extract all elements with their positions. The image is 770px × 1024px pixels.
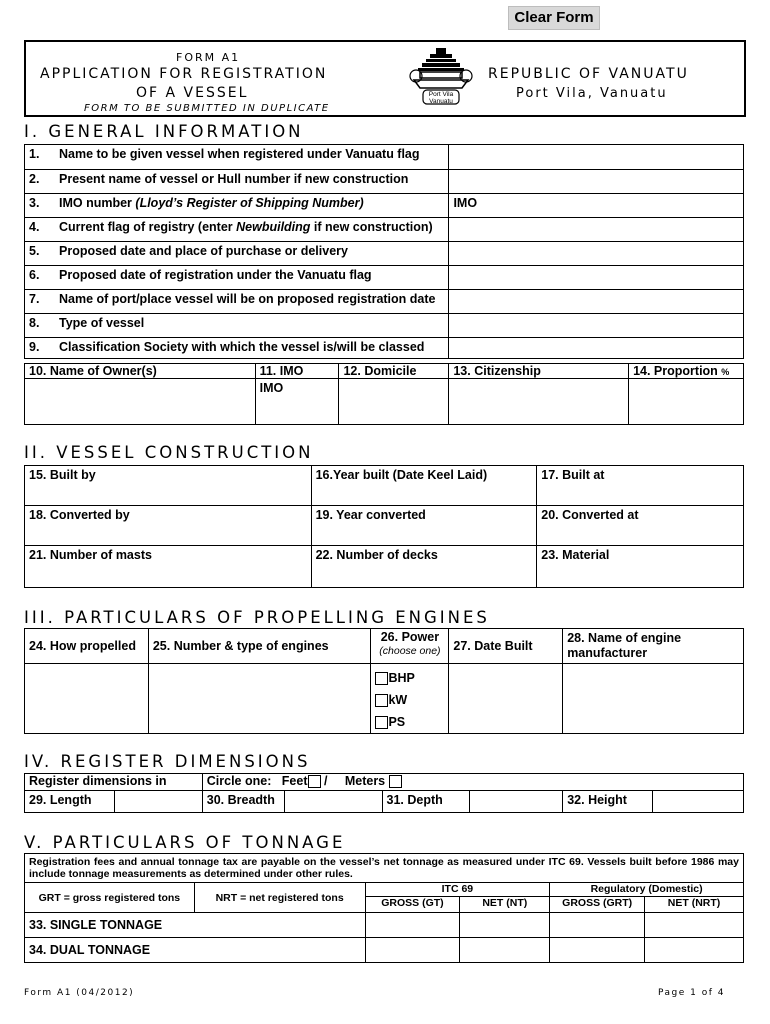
present-name-field[interactable] xyxy=(449,170,744,194)
single-tonnage-label: 33. SINGLE TONNAGE xyxy=(25,913,366,938)
built-by-field[interactable]: 15. Built by xyxy=(25,466,312,506)
regulatory-header: Regulatory (Domestic) xyxy=(550,883,744,897)
row-5-label: 5. Proposed date and place of purchase or delivery xyxy=(25,242,449,266)
current-flag-field[interactable] xyxy=(449,218,744,242)
number-of-masts-field[interactable]: 21. Number of masts xyxy=(25,546,312,588)
port-place-field[interactable] xyxy=(449,290,744,314)
vessel-construction-table xyxy=(24,465,744,588)
length-label: 29. Length xyxy=(25,791,115,813)
single-net-nrt-field[interactable] xyxy=(645,913,744,938)
height-field[interactable] xyxy=(653,791,744,813)
power-options xyxy=(371,664,449,734)
register-dimensions-label: Register dimensions in xyxy=(25,774,203,791)
power-header: 26. Power (choose one) xyxy=(371,629,449,664)
row-8-label: 8. Type of vessel xyxy=(25,314,449,338)
vessel-name-field[interactable] xyxy=(449,145,744,170)
depth-label: 31. Depth xyxy=(382,791,470,813)
form-subtitle: FORM TO BE SUBMITTED IN DUPLICATE xyxy=(84,103,330,114)
material-field[interactable]: 23. Material xyxy=(537,546,744,588)
unit-selector: Circle one: Feet / Meters xyxy=(202,774,743,791)
city-name: Port Vila, Vanuatu xyxy=(516,86,668,101)
single-gross-gt-field[interactable] xyxy=(365,913,460,938)
dual-gross-gt-field[interactable] xyxy=(365,938,460,963)
engine-manufacturer-field[interactable] xyxy=(563,664,744,734)
owner-name-header: 10. Name of Owner(s) xyxy=(25,364,256,379)
dual-gross-grt-field[interactable] xyxy=(550,938,645,963)
general-information-table xyxy=(24,144,744,359)
form-id: FORM A1 xyxy=(176,51,241,64)
dual-tonnage-label: 34. DUAL TONNAGE xyxy=(25,938,366,963)
bhp-checkbox[interactable] xyxy=(375,672,388,685)
grt-definition: GRT = gross registered tons xyxy=(25,883,195,913)
ps-option: PS xyxy=(375,711,448,733)
built-at-field[interactable]: 17. Built at xyxy=(537,466,744,506)
citizenship-header: 13. Citizenship xyxy=(449,364,629,379)
gross-grt-header: GROSS (GRT) xyxy=(550,897,645,913)
kw-option: kW xyxy=(375,689,448,711)
purchase-date-field[interactable] xyxy=(449,242,744,266)
breadth-label: 30. Breadth xyxy=(202,791,284,813)
owner-imo-header: 11. IMO xyxy=(255,364,339,379)
svg-text:Vanuatu: Vanuatu xyxy=(429,98,453,105)
engine-manufacturer-header: 28. Name of engine manufacturer xyxy=(563,629,744,664)
converted-by-field[interactable]: 18. Converted by xyxy=(25,506,312,546)
svg-text:Port Vila: Port Vila xyxy=(428,91,454,98)
meters-checkbox[interactable] xyxy=(389,775,402,788)
tonnage-table xyxy=(24,853,744,963)
republic-name: REPUBLIC OF VANUATU xyxy=(488,66,689,82)
section-tonnage-title: V. PARTICULARS OF TONNAGE xyxy=(24,833,346,852)
bhp-option: BHP xyxy=(375,667,448,689)
row-6-label: 6. Proposed date of registration under the Vanuatu flag xyxy=(25,266,449,290)
footer-form-version: Form A1 (04/2012) xyxy=(24,988,135,998)
depth-field[interactable] xyxy=(470,791,563,813)
single-gross-grt-field[interactable] xyxy=(550,913,645,938)
converted-at-field[interactable]: 20. Converted at xyxy=(537,506,744,546)
row-7-label: 7. Name of port/place vessel will be on proposed registration date xyxy=(25,290,449,314)
dual-net-nrt-field[interactable] xyxy=(645,938,744,963)
how-propelled-field[interactable] xyxy=(25,664,149,734)
register-dimensions-table xyxy=(24,773,744,813)
net-nrt-header: NET (NRT) xyxy=(645,897,744,913)
tonnage-note: Registration fees and annual tonnage tax are payable on the vessel’s net tonnage as measured under ITC 69. Vessels built before 1986 may include tonnage measurements as determined under other rules. xyxy=(25,854,744,883)
length-field[interactable] xyxy=(114,791,202,813)
row-4-label: 4. Current flag of registry (enter Newbuilding if new construction) xyxy=(25,218,449,242)
domicile-header: 12. Domicile xyxy=(339,364,449,379)
form-header xyxy=(24,40,746,117)
date-built-field[interactable] xyxy=(449,664,563,734)
itc69-header: ITC 69 xyxy=(365,883,550,897)
clear-form-button[interactable]: Clear Form xyxy=(508,6,600,30)
how-propelled-header: 24. How propelled xyxy=(25,629,149,664)
row-2-label: 2. Present name of vessel or Hull number if new construction xyxy=(25,170,449,194)
form-title-line1: APPLICATION FOR REGISTRATION xyxy=(40,66,328,82)
number-of-decks-field[interactable]: 22. Number of decks xyxy=(311,546,537,588)
domicile-field[interactable] xyxy=(339,379,449,425)
engines-field[interactable] xyxy=(148,664,371,734)
owners-table xyxy=(24,363,744,425)
dual-net-nt-field[interactable] xyxy=(460,938,550,963)
citizenship-field[interactable] xyxy=(449,379,629,425)
section-general-information-title: I. GENERAL INFORMATION xyxy=(24,122,304,141)
breadth-field[interactable] xyxy=(284,791,382,813)
section-propelling-engines-title: III. PARTICULARS OF PROPELLING ENGINES xyxy=(24,608,490,627)
engines-header: 25. Number & type of engines xyxy=(148,629,371,664)
kw-checkbox[interactable] xyxy=(375,694,388,707)
ps-checkbox[interactable] xyxy=(375,716,388,729)
proportion-header: 14. Proportion % xyxy=(629,364,744,379)
single-net-nt-field[interactable] xyxy=(460,913,550,938)
vessel-type-field[interactable] xyxy=(449,314,744,338)
owner-imo-field[interactable]: IMO xyxy=(255,379,339,425)
row-9-label: 9. Classification Society with which the vessel is/will be classed xyxy=(25,338,449,359)
net-nt-header: NET (NT) xyxy=(460,897,550,913)
section-vessel-construction-title: II. VESSEL CONSTRUCTION xyxy=(24,443,314,462)
row-3-label: 3. IMO number (Lloyd’s Register of Shipping Number) xyxy=(25,194,449,218)
year-converted-field[interactable]: 19. Year converted xyxy=(311,506,537,546)
classification-society-field[interactable] xyxy=(449,338,744,359)
propelling-engines-table xyxy=(24,628,744,734)
gross-gt-header: GROSS (GT) xyxy=(365,897,460,913)
form-title-line2: OF A VESSEL xyxy=(136,85,249,101)
proportion-field[interactable] xyxy=(629,379,744,425)
year-built-field[interactable]: 16.Year built (Date Keel Laid) xyxy=(311,466,537,506)
row-1-label: 1. Name to be given vessel when registered under Vanuatu flag xyxy=(25,145,449,170)
vanuatu-seal-logo xyxy=(406,46,476,114)
date-built-header: 27. Date Built xyxy=(449,629,563,664)
imo-number-field[interactable]: IMO xyxy=(449,194,744,218)
registration-date-field[interactable] xyxy=(449,266,744,290)
footer-page-number: Page 1 of 4 xyxy=(658,988,725,998)
feet-checkbox[interactable] xyxy=(308,775,321,788)
section-register-dimensions-title: IV. REGISTER DIMENSIONS xyxy=(24,752,311,771)
height-label: 32. Height xyxy=(563,791,653,813)
owner-name-field[interactable] xyxy=(25,379,256,425)
nrt-definition: NRT = net registered tons xyxy=(194,883,365,913)
